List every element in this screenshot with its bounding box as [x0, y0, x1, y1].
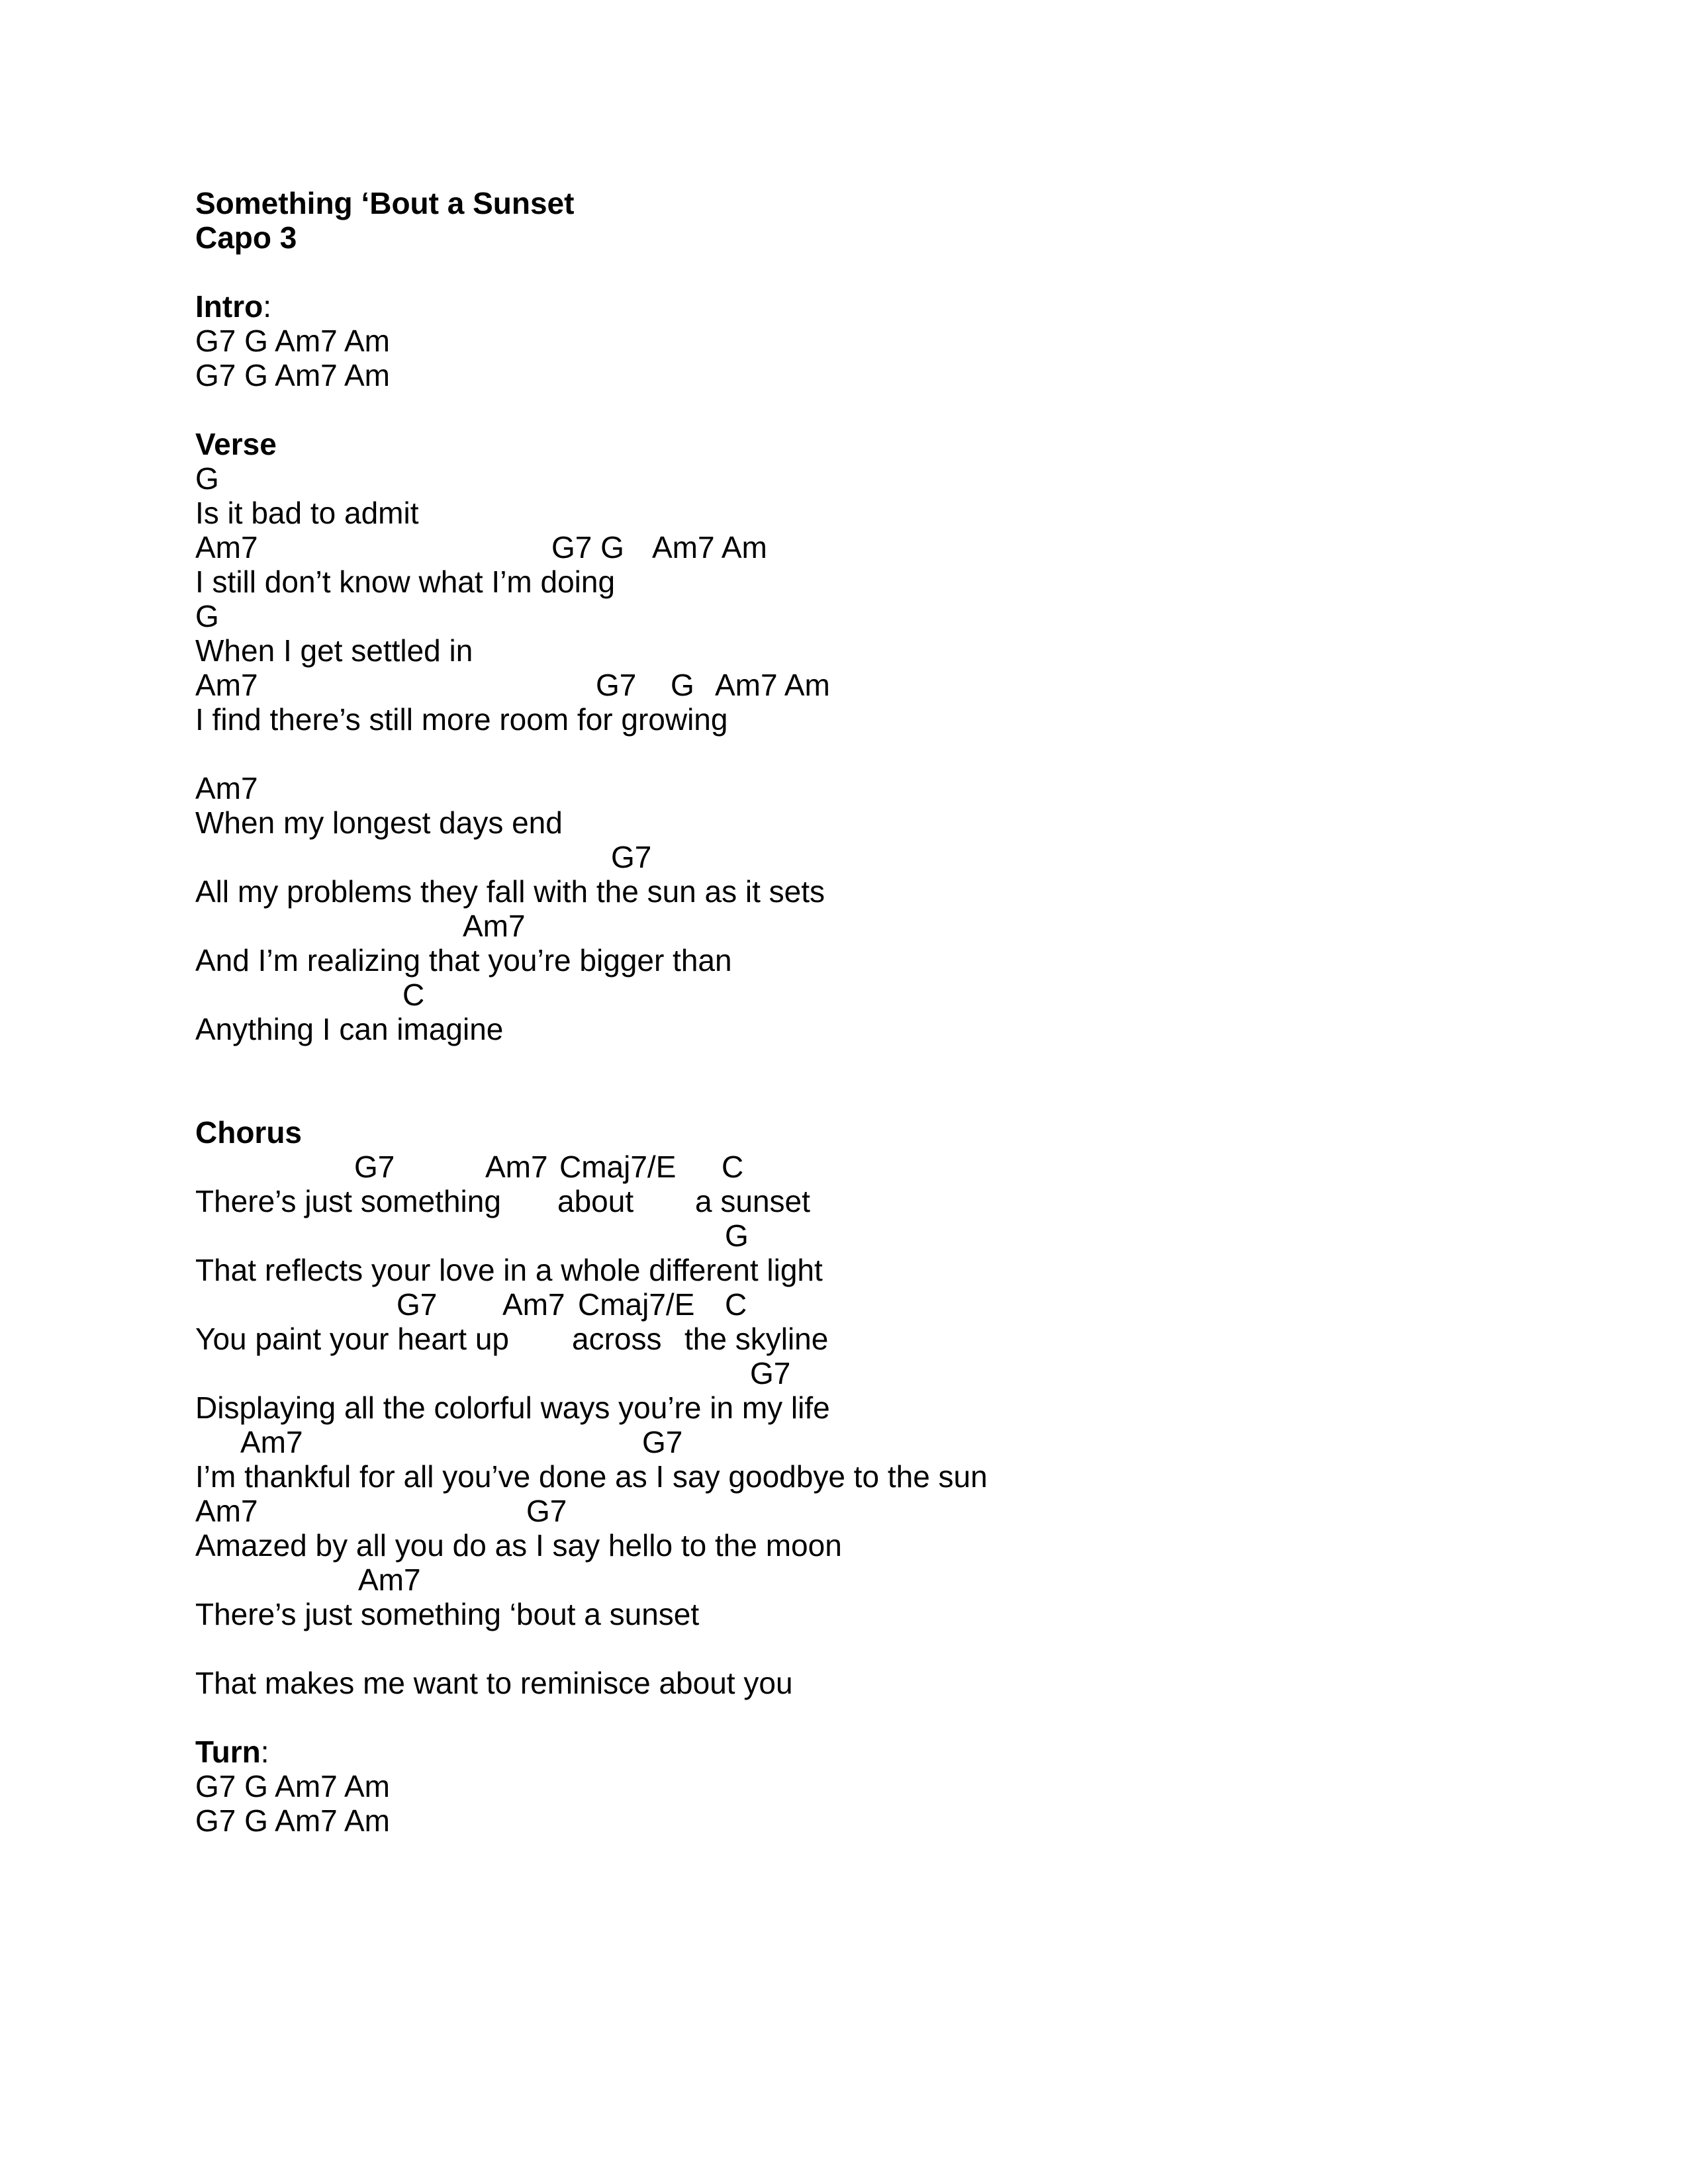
chord-line-text: G7	[526, 1494, 567, 1528]
chord-line	[195, 1356, 988, 1390]
chord-line-text: G7	[354, 1150, 395, 1184]
capo-note-text: Capo 3	[195, 220, 297, 255]
chord-line-text: Am7	[358, 1563, 421, 1597]
chord-line-text: Am7 Am	[715, 668, 830, 702]
lyric-line-text: across	[572, 1322, 662, 1356]
chord-line	[195, 909, 988, 943]
chord-line-text: Am7	[195, 530, 258, 565]
lyric-line-text: You paint your heart up	[195, 1322, 509, 1356]
chord-line-text: G7 G Am7 Am	[195, 324, 390, 358]
section-heading-verse-text: Verse	[195, 427, 277, 461]
chord-line-text: G7	[642, 1425, 683, 1459]
chord-line-text: Am7	[195, 771, 258, 805]
chord-line-text: Am7	[195, 668, 258, 702]
chord-line-text: G7	[750, 1356, 791, 1390]
section-heading-intro-text: :	[263, 289, 271, 324]
lyric-line-text: And I’m realizing that you’re bigger than	[195, 943, 732, 978]
chord-line	[195, 1769, 988, 1803]
blank-line	[195, 1046, 988, 1081]
lyric-line-text: I find there’s still more room for growing	[195, 702, 728, 737]
chord-line	[195, 840, 988, 874]
lyric-line	[195, 496, 988, 530]
chord-line-text: G7 G Am7 Am	[195, 358, 390, 392]
lyric-line-text: That reflects your love in a whole different light	[195, 1253, 823, 1287]
lyric-line	[195, 805, 988, 840]
lyric-line-text: Anything I can imagine	[195, 1012, 504, 1046]
chord-line-text: G7	[397, 1287, 438, 1322]
chord-line-text: G	[671, 668, 694, 702]
chord-line	[195, 1218, 988, 1253]
chord-line	[195, 1287, 988, 1322]
section-heading-chorus-text: Chorus	[195, 1115, 302, 1150]
chord-line	[195, 1425, 988, 1459]
blank-line	[195, 737, 988, 771]
lyric-line	[195, 1666, 988, 1700]
lyric-line	[195, 633, 988, 668]
chord-line	[195, 599, 988, 633]
lyric-line-text: That makes me want to reminisce about you	[195, 1666, 793, 1700]
lyric-line	[195, 1390, 988, 1425]
capo-note	[195, 220, 988, 255]
chord-line-text: C	[402, 978, 425, 1012]
section-heading-intro-text: Intro	[195, 289, 263, 324]
lyric-line	[195, 1322, 988, 1356]
chord-line	[195, 1150, 988, 1184]
chord-line-text: C	[722, 1150, 744, 1184]
lyric-line-text: Amazed by all you do as I say hello to the moon	[195, 1528, 842, 1563]
chord-line-text: Cmaj7/E	[559, 1150, 677, 1184]
lyric-line-text: When I get settled in	[195, 633, 473, 668]
chord-line-text: Am7	[502, 1287, 565, 1322]
chord-line-text: G7	[596, 668, 637, 702]
lyric-line	[195, 943, 988, 978]
blank-line	[195, 1081, 988, 1115]
lyric-line-text: All my problems they fall with the sun as it sets	[195, 874, 825, 909]
chord-line-text: G7 G Am7 Am	[195, 1769, 390, 1803]
chord-line-text: Am7	[195, 1494, 258, 1528]
lyric-line-text: a sunset	[695, 1184, 810, 1218]
lyric-line	[195, 1528, 988, 1563]
lyric-line-text: the skyline	[684, 1322, 829, 1356]
lyric-line	[195, 1012, 988, 1046]
song-sheet	[195, 186, 988, 1838]
lyric-line	[195, 702, 988, 737]
lyric-line-text: about	[557, 1184, 634, 1218]
lyric-line-text: There’s just something ‘bout a sunset	[195, 1597, 700, 1631]
chord-line-text: G7 G Am7 Am	[195, 1803, 390, 1838]
blank-line	[195, 392, 988, 427]
lyric-line	[195, 1253, 988, 1287]
blank-line	[195, 1631, 988, 1666]
section-heading-turn	[195, 1735, 988, 1769]
chord-line	[195, 530, 988, 565]
section-heading-chorus	[195, 1115, 988, 1150]
chord-line	[195, 1563, 988, 1597]
chord-line-text: G	[195, 599, 219, 633]
section-heading-turn-text: :	[260, 1735, 269, 1769]
lyric-line-text: I’m thankful for all you’ve done as I say goodbye to the sun	[195, 1459, 988, 1494]
chord-line	[195, 771, 988, 805]
chord-line-text: G7 G	[551, 530, 624, 565]
section-heading-verse	[195, 427, 988, 461]
lyric-line	[195, 1459, 988, 1494]
chord-line	[195, 1803, 988, 1838]
chord-line-text: Cmaj7/E	[578, 1287, 695, 1322]
lyric-line	[195, 565, 988, 599]
chord-line-text: Am7	[485, 1150, 548, 1184]
lyric-line	[195, 874, 988, 909]
chord-line-text: Am7 Am	[652, 530, 767, 565]
lyric-line-text: When my longest days end	[195, 805, 563, 840]
blank-line	[195, 1700, 988, 1735]
chord-line-text: G	[195, 461, 219, 496]
lyric-line-text: Displaying all the colorful ways you’re in my life	[195, 1390, 830, 1425]
chord-line	[195, 324, 988, 358]
lyric-line-text: There’s just something	[195, 1184, 501, 1218]
song-title-text: Something ‘Bout a Sunset	[195, 186, 575, 220]
chord-line-text: C	[725, 1287, 747, 1322]
chord-line	[195, 668, 988, 702]
blank-line	[195, 255, 988, 289]
lyric-line	[195, 1184, 988, 1218]
lyric-line-text: I still don’t know what I’m doing	[195, 565, 616, 599]
section-heading-turn-text: Turn	[195, 1735, 261, 1769]
chord-line-text: Am7	[463, 909, 526, 943]
chord-line-text: G	[725, 1218, 749, 1253]
section-heading-intro	[195, 289, 988, 324]
lyric-line-text: Is it bad to admit	[195, 496, 419, 530]
chord-line	[195, 1494, 988, 1528]
song-title	[195, 186, 988, 220]
chord-line	[195, 358, 988, 392]
chord-line	[195, 978, 988, 1012]
chord-line-text: G7	[611, 840, 652, 874]
chord-line	[195, 461, 988, 496]
lyric-line	[195, 1597, 988, 1631]
chord-line-text: Am7	[240, 1425, 303, 1459]
